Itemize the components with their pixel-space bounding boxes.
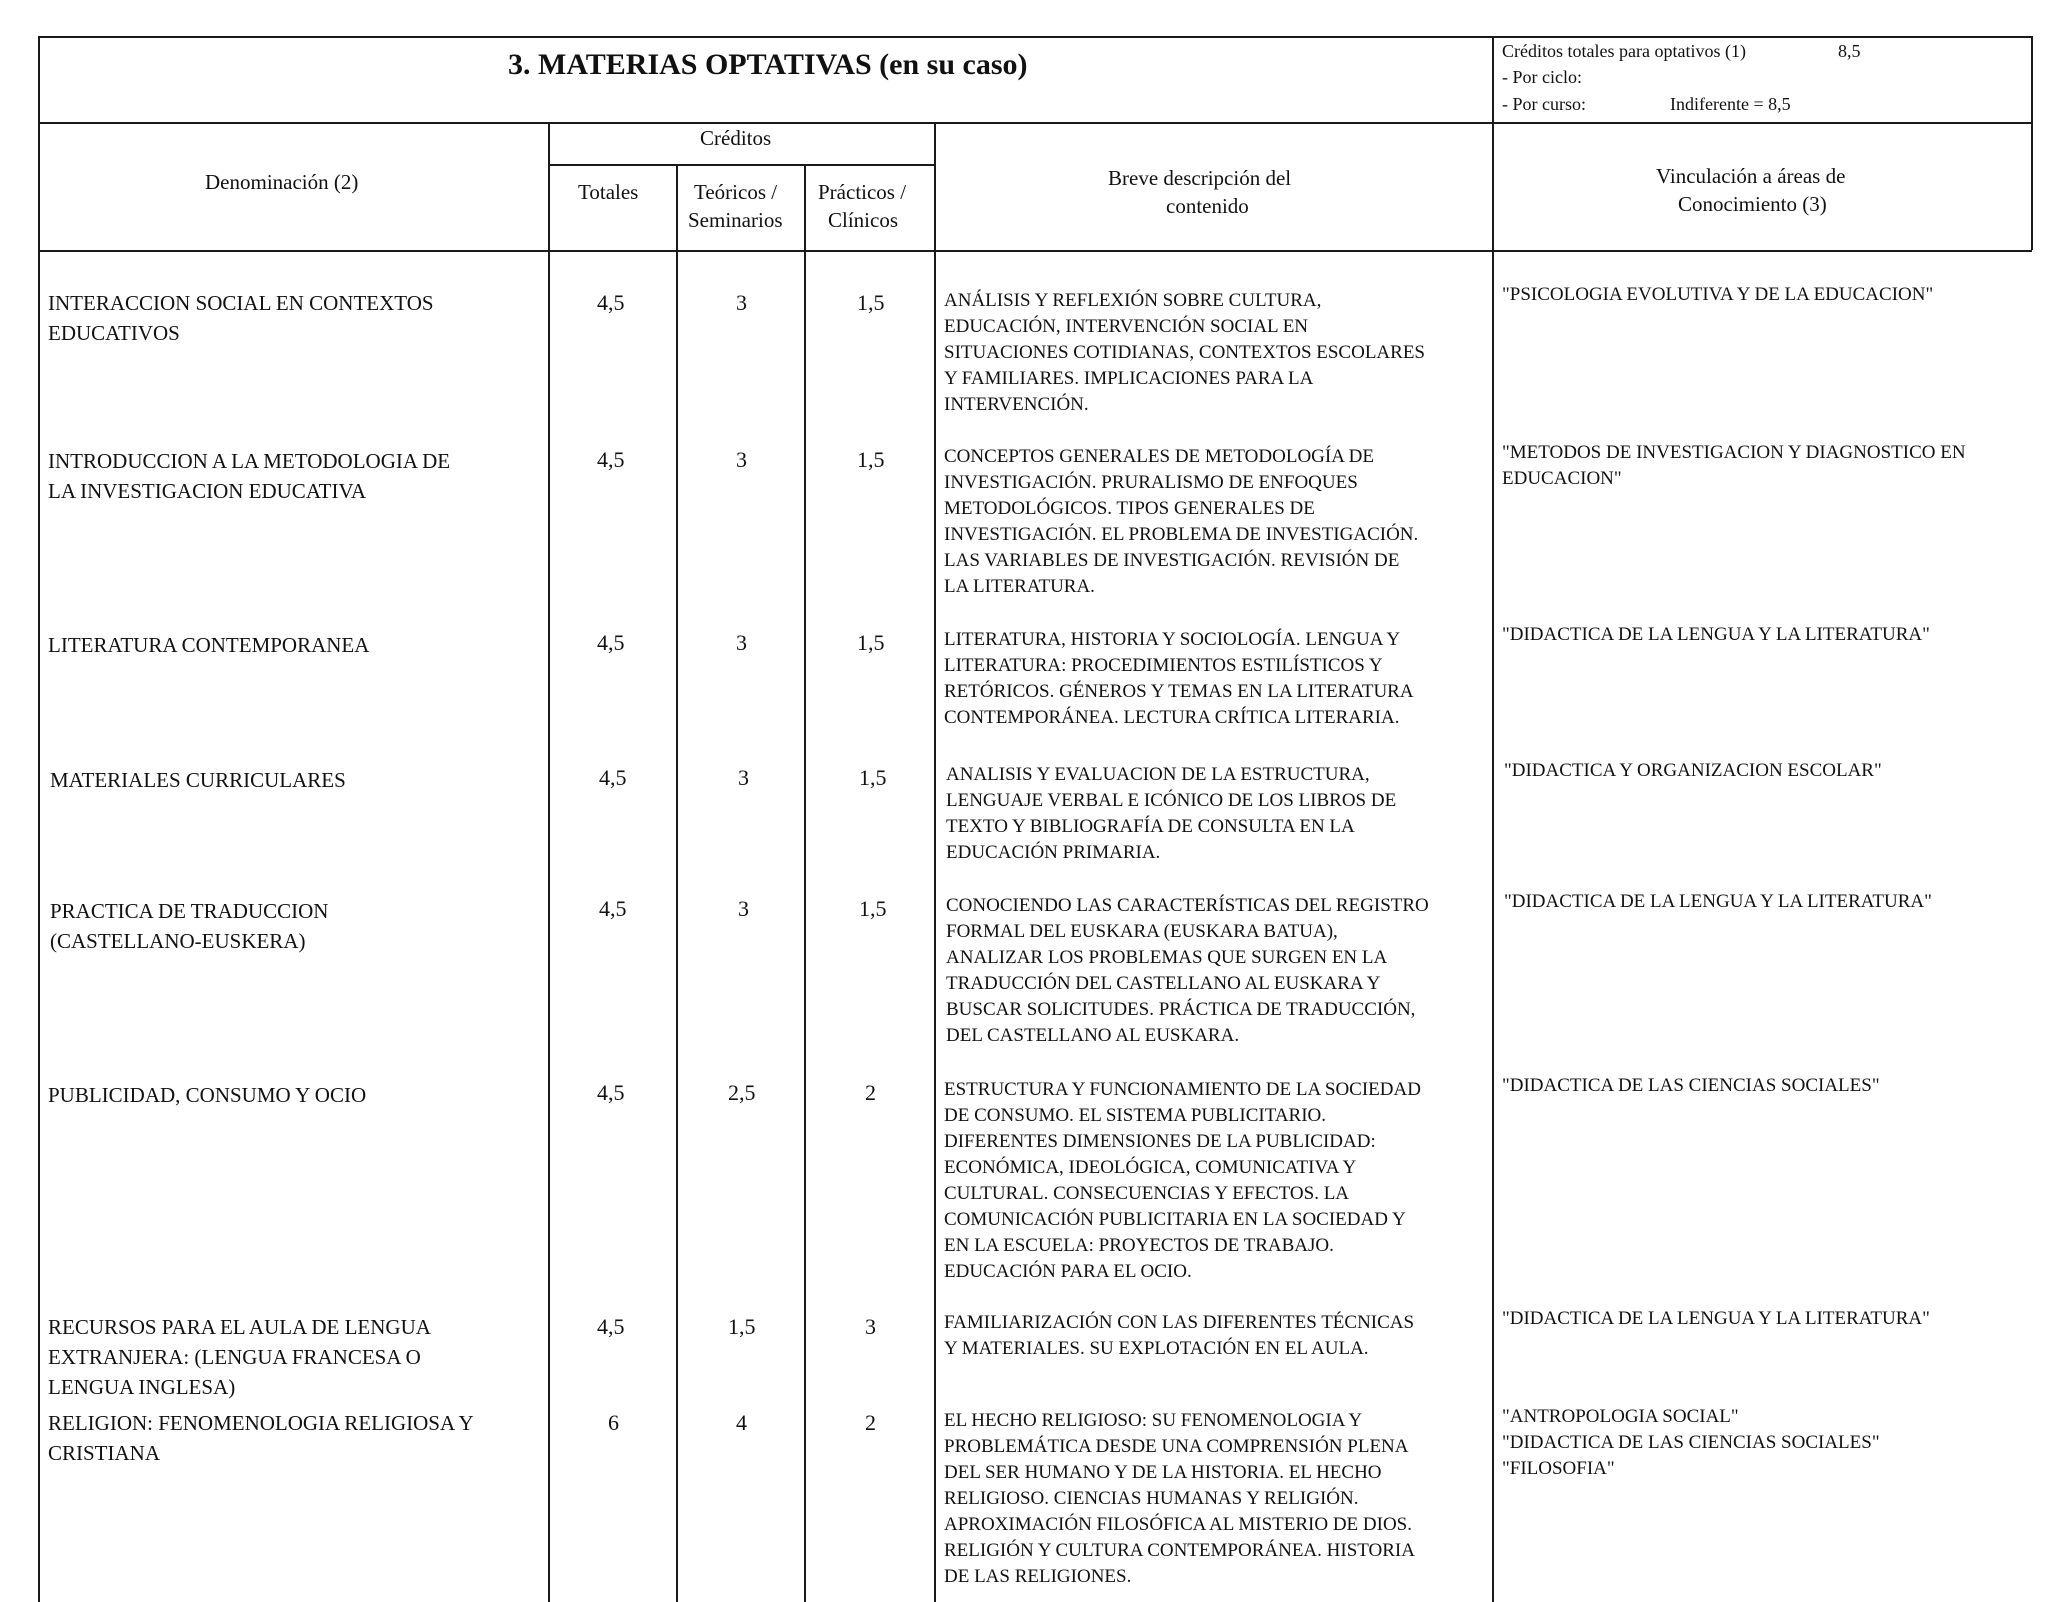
row-1-practicos: 1,5	[857, 290, 885, 315]
col-vinculacion-2: Conocimiento (3)	[1678, 192, 1827, 216]
row-3-area: "DIDACTICA DE LA LENGUA Y LA LITERATURA"	[1502, 624, 1930, 645]
row-4-teoricos: 3	[738, 765, 749, 790]
credits-total-label: Créditos totales para optativos (1)	[1502, 41, 1746, 61]
page-title: 3. MATERIAS OPTATIVAS (en su caso)	[508, 48, 1028, 81]
rule-col-1	[548, 122, 550, 1602]
rule-col-4	[934, 122, 936, 1602]
rule-colhead-bottom	[38, 250, 2032, 252]
col-practicos-1: Prácticos /	[818, 180, 907, 204]
row-4-description: ANALISIS Y EVALUACION DE LA ESTRUCTURA, LENGUAJE VERBAL E ICÓNICO DE LOS LIBROS DE TEXTO Y BIBLIOGRAFÍA DE CONSULTA EN LA EDUCACIÓN PRIMARIA.	[946, 764, 1397, 863]
per-course-value: Indiferente = 8,5	[1670, 94, 1791, 114]
row-5-area: "DIDACTICA DE LA LENGUA Y LA LITERATURA"	[1504, 891, 1932, 912]
rule-right	[2031, 36, 2033, 250]
rule-top	[38, 36, 2032, 38]
row-6-description: ESTRUCTURA Y FUNCIONAMIENTO DE LA SOCIEDAD DE CONSUMO. EL SISTEMA PUBLICITARIO. DIFERENTES DIMENSIONES DE LA PUBLICIDAD: ECONÓMICA, IDEOLÓGICA, COMUNICATIVA Y CULTURAL. CONSECUENCIAS Y EFECTOS. LA COMUNICACIÓN PUBLICITARIA EN LA SOCIEDAD Y EN LA ESCUELA: PROYECTOS DE TRABAJO. EDUCACIÓN PARA EL OCIO.	[944, 1079, 1421, 1282]
row-3-teoricos: 3	[736, 630, 747, 655]
row-1-name: INTERACCION SOCIAL EN CONTEXTOS EDUCATIVOS	[48, 291, 434, 345]
row-5-totales: 4,5	[599, 896, 627, 921]
row-6-practicos: 2	[865, 1080, 876, 1105]
col-practicos-2: Clínicos	[828, 208, 899, 232]
row-6-name: PUBLICIDAD, CONSUMO Y OCIO	[48, 1083, 367, 1107]
rule-col-5	[1492, 36, 1494, 1602]
row-2-description: CONCEPTOS GENERALES DE METODOLOGÍA DE INVESTIGACIÓN. PRURALISMO DE ENFOQUES METODOLÓGICOS. TIPOS GENERALES DE INVESTIGACIÓN. EL PROBLEMA DE INVESTIGACIÓN. LAS VARIABLES DE INVESTIGACIÓN. REVISIÓN DE LA LITERATURA.	[944, 446, 1419, 597]
row-8-area: "ANTROPOLOGIA SOCIAL" "DIDACTICA DE LAS CIENCIAS SOCIALES" "FILOSOFIA"	[1502, 1406, 1880, 1479]
col-descripcion-1: Breve descripción del	[1108, 166, 1292, 190]
col-denominacion: Denominación (2)	[205, 170, 359, 194]
row-2-area: "METODOS DE INVESTIGACION Y DIAGNOSTICO EN EDUCACION"	[1502, 442, 1966, 489]
rule-left	[38, 36, 40, 1602]
row-4-name: MATERIALES CURRICULARES	[50, 768, 346, 792]
row-8-description: EL HECHO RELIGIOSO: SU FENOMENOLOGIA Y PROBLEMÁTICA DESDE UNA COMPRENSIÓN PLENA DEL SER HUMANO Y DE LA HISTORIA. EL HECHO RELIGIOSO. CIENCIAS HUMANAS Y RELIGIÓN. APROXIMACIÓN FILOSÓFICA AL MISTERIO DE DIOS. RELIGIÓN Y CULTURA CONTEMPORÁNEA. HISTORIA DE LAS RELIGIONES.	[944, 1410, 1415, 1587]
col-teoricos-1: Teóricos /	[694, 180, 778, 204]
row-7-description: FAMILIARIZACIÓN CON LAS DIFERENTES TÉCNICAS Y MATERIALES. SU EXPLOTACIÓN EN EL AULA.	[944, 1312, 1415, 1359]
col-teoricos-2: Seminarios	[688, 208, 783, 232]
row-7-practicos: 3	[865, 1314, 876, 1339]
row-3-description: LITERATURA, HISTORIA Y SOCIOLOGÍA. LENGUA Y LITERATURA: PROCEDIMIENTOS ESTILÍSTICOS Y RETÓRICOS. GÉNEROS Y TEMAS EN LA LITERATURA CONTEMPORÁNEA. LECTURA CRÍTICA LITERARIA.	[944, 629, 1414, 728]
row-4-practicos: 1,5	[859, 765, 887, 790]
row-4-area: "DIDACTICA Y ORGANIZACION ESCOLAR"	[1504, 760, 1882, 781]
row-5-name: PRACTICA DE TRADUCCION (CASTELLANO-EUSKERA)	[50, 899, 329, 953]
row-3-name: LITERATURA CONTEMPORANEA	[48, 633, 370, 657]
row-6-teoricos: 2,5	[728, 1080, 756, 1105]
row-7-name: RECURSOS PARA EL AULA DE LENGUA EXTRANJERA: (LENGUA FRANCESA O LENGUA INGLESA)	[48, 1315, 431, 1399]
row-1-area: "PSICOLOGIA EVOLUTIVA Y DE LA EDUCACION"	[1502, 284, 1934, 305]
rule-col-2	[676, 164, 678, 1602]
row-1-description: ANÁLISIS Y REFLEXIÓN SOBRE CULTURA, EDUCACIÓN, INTERVENCIÓN SOCIAL EN SITUACIONES COTIDIANAS, CONTEXTOS ESCOLARES Y FAMILIARES. IMPLICACIONES PARA LA INTERVENCIÓN.	[944, 290, 1426, 415]
row-2-totales: 4,5	[597, 447, 625, 472]
col-vinculacion-1: Vinculación a áreas de	[1656, 164, 1846, 188]
row-8-teoricos: 4	[736, 1410, 747, 1435]
row-7-area: "DIDACTICA DE LA LENGUA Y LA LITERATURA"	[1502, 1308, 1930, 1329]
row-1-totales: 4,5	[597, 290, 625, 315]
row-2-practicos: 1,5	[857, 447, 885, 472]
rule-col-3	[804, 164, 806, 1602]
row-7-teoricos: 1,5	[728, 1314, 756, 1339]
col-totales: Totales	[578, 180, 639, 204]
credits-total-value: 8,5	[1838, 41, 1861, 61]
row-1-teoricos: 3	[736, 290, 747, 315]
row-6-area: "DIDACTICA DE LAS CIENCIAS SOCIALES"	[1502, 1075, 1880, 1096]
col-creditos: Créditos	[700, 126, 772, 150]
row-8-practicos: 2	[865, 1410, 876, 1435]
row-3-practicos: 1,5	[857, 630, 885, 655]
row-5-description: CONOCIENDO LAS CARACTERÍSTICAS DEL REGISTRO FORMAL DEL EUSKARA (EUSKARA BATUA), ANALIZAR LOS PROBLEMAS QUE SURGEN EN LA TRADUCCIÓN DEL CASTELLANO AL EUSKARA Y BUSCAR SOLICITUDES. PRÁCTICA DE TRADUCCIÓN, DEL CASTELLANO AL EUSKARA.	[946, 895, 1429, 1046]
row-8-name: RELIGION: FENOMENOLOGIA RELIGIOSA Y CRISTIANA	[48, 1411, 474, 1465]
col-descripcion-2: contenido	[1166, 194, 1249, 218]
row-4-totales: 4,5	[599, 765, 627, 790]
row-2-name: INTRODUCCION A LA METODOLOGIA DE LA INVESTIGACION EDUCATIVA	[48, 449, 451, 503]
per-cycle-label: - Por ciclo:	[1502, 67, 1582, 87]
row-7-totales: 4,5	[597, 1314, 625, 1339]
row-5-teoricos: 3	[738, 896, 749, 921]
row-6-totales: 4,5	[597, 1080, 625, 1105]
rule-header-bottom	[38, 122, 2032, 124]
row-2-teoricos: 3	[736, 447, 747, 472]
row-5-practicos: 1,5	[859, 896, 887, 921]
rule-creditos-sub	[550, 164, 936, 166]
row-3-totales: 4,5	[597, 630, 625, 655]
row-8-totales: 6	[608, 1410, 619, 1435]
per-course-label: - Por curso:	[1502, 94, 1586, 114]
